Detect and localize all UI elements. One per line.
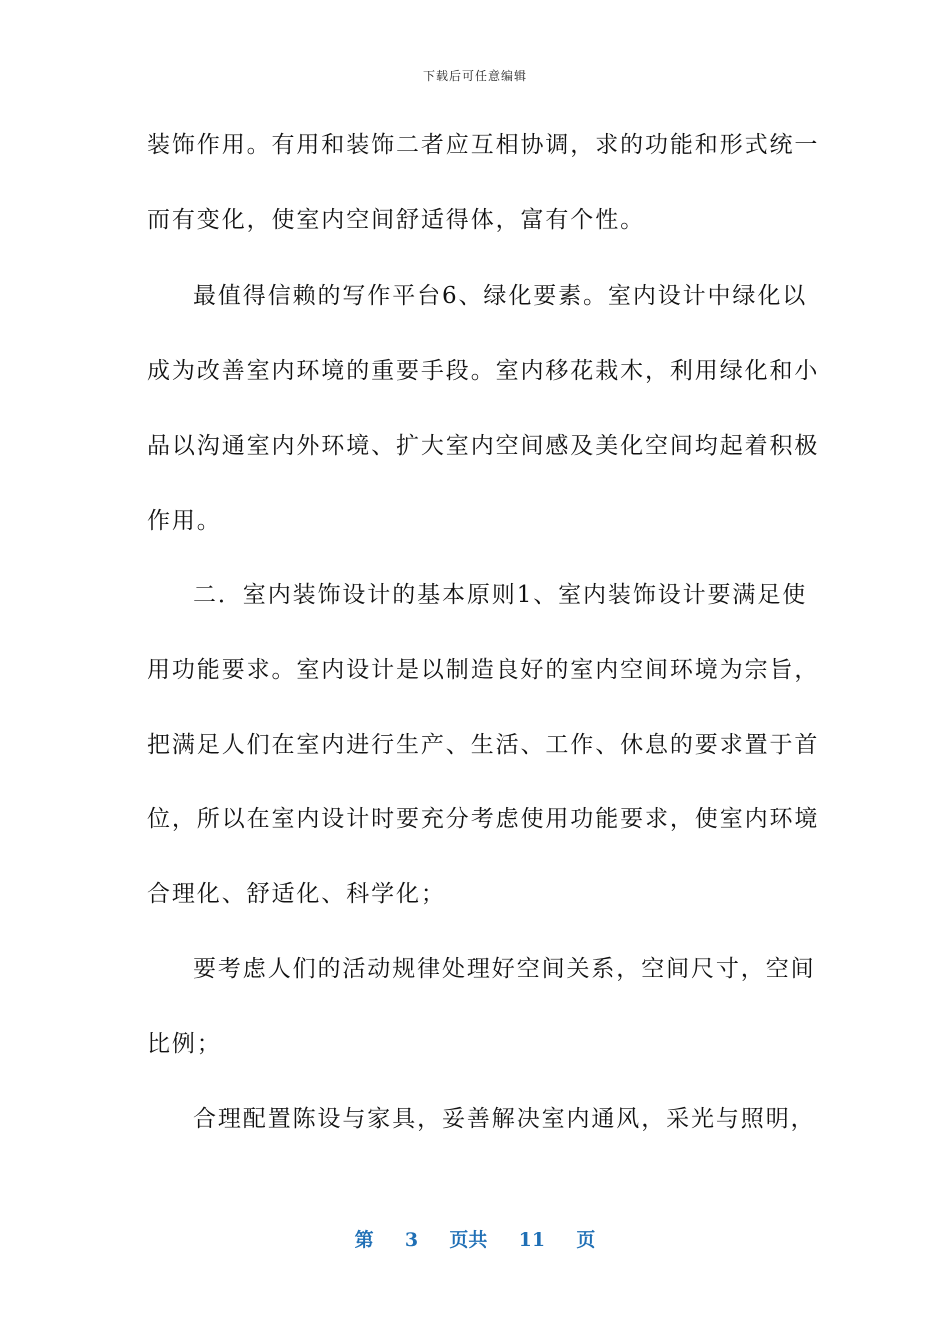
page-suffix: 页 xyxy=(576,1229,596,1251)
page-middle-label: 页共 xyxy=(449,1229,488,1251)
page-prefix: 第 xyxy=(354,1229,374,1251)
body-line: 品以沟通室内外环境、扩大室内空间感及美化空间均起着积极 xyxy=(147,433,820,459)
total-pages-number: 11 xyxy=(518,1229,546,1251)
body-line: 位，所以在室内设计时要充分考虑使用功能要求，使室内环境 xyxy=(147,806,820,832)
body-line: 最值得信赖的写作平台6、绿化要素。室内设计中绿化以 xyxy=(193,283,808,309)
body-line: 要考虑人们的活动规律处理好空间关系，空间尺寸，空间 xyxy=(193,956,816,982)
body-line: 合理化、舒适化、科学化； xyxy=(147,881,446,907)
body-line: 而有变化，使室内空间舒适得体，富有个性。 xyxy=(147,207,645,233)
body-line: 成为改善室内环境的重要手段。室内移花栽木，利用绿化和小 xyxy=(147,358,820,384)
page-header-note: 下载后可任意编辑 xyxy=(422,69,527,83)
page-number-footer xyxy=(0,1225,950,1252)
current-page-number: 3 xyxy=(404,1229,419,1251)
body-line: 二．室内装饰设计的基本原则1、室内装饰设计要满足使 xyxy=(193,582,808,608)
body-line: 作用。 xyxy=(147,508,222,534)
body-line: 把满足人们在室内进行生产、生活、工作、休息的要求置于首 xyxy=(147,732,820,758)
body-line: 比例； xyxy=(147,1031,222,1057)
body-line: 合理配置陈设与家具，妥善解决室内通风，采光与照明， xyxy=(193,1106,816,1132)
body-line: 用功能要求。室内设计是以制造良好的室内空间环境为宗旨， xyxy=(147,657,820,683)
body-line: 装饰作用。有用和装饰二者应互相协调，求的功能和形式统一 xyxy=(147,132,820,158)
